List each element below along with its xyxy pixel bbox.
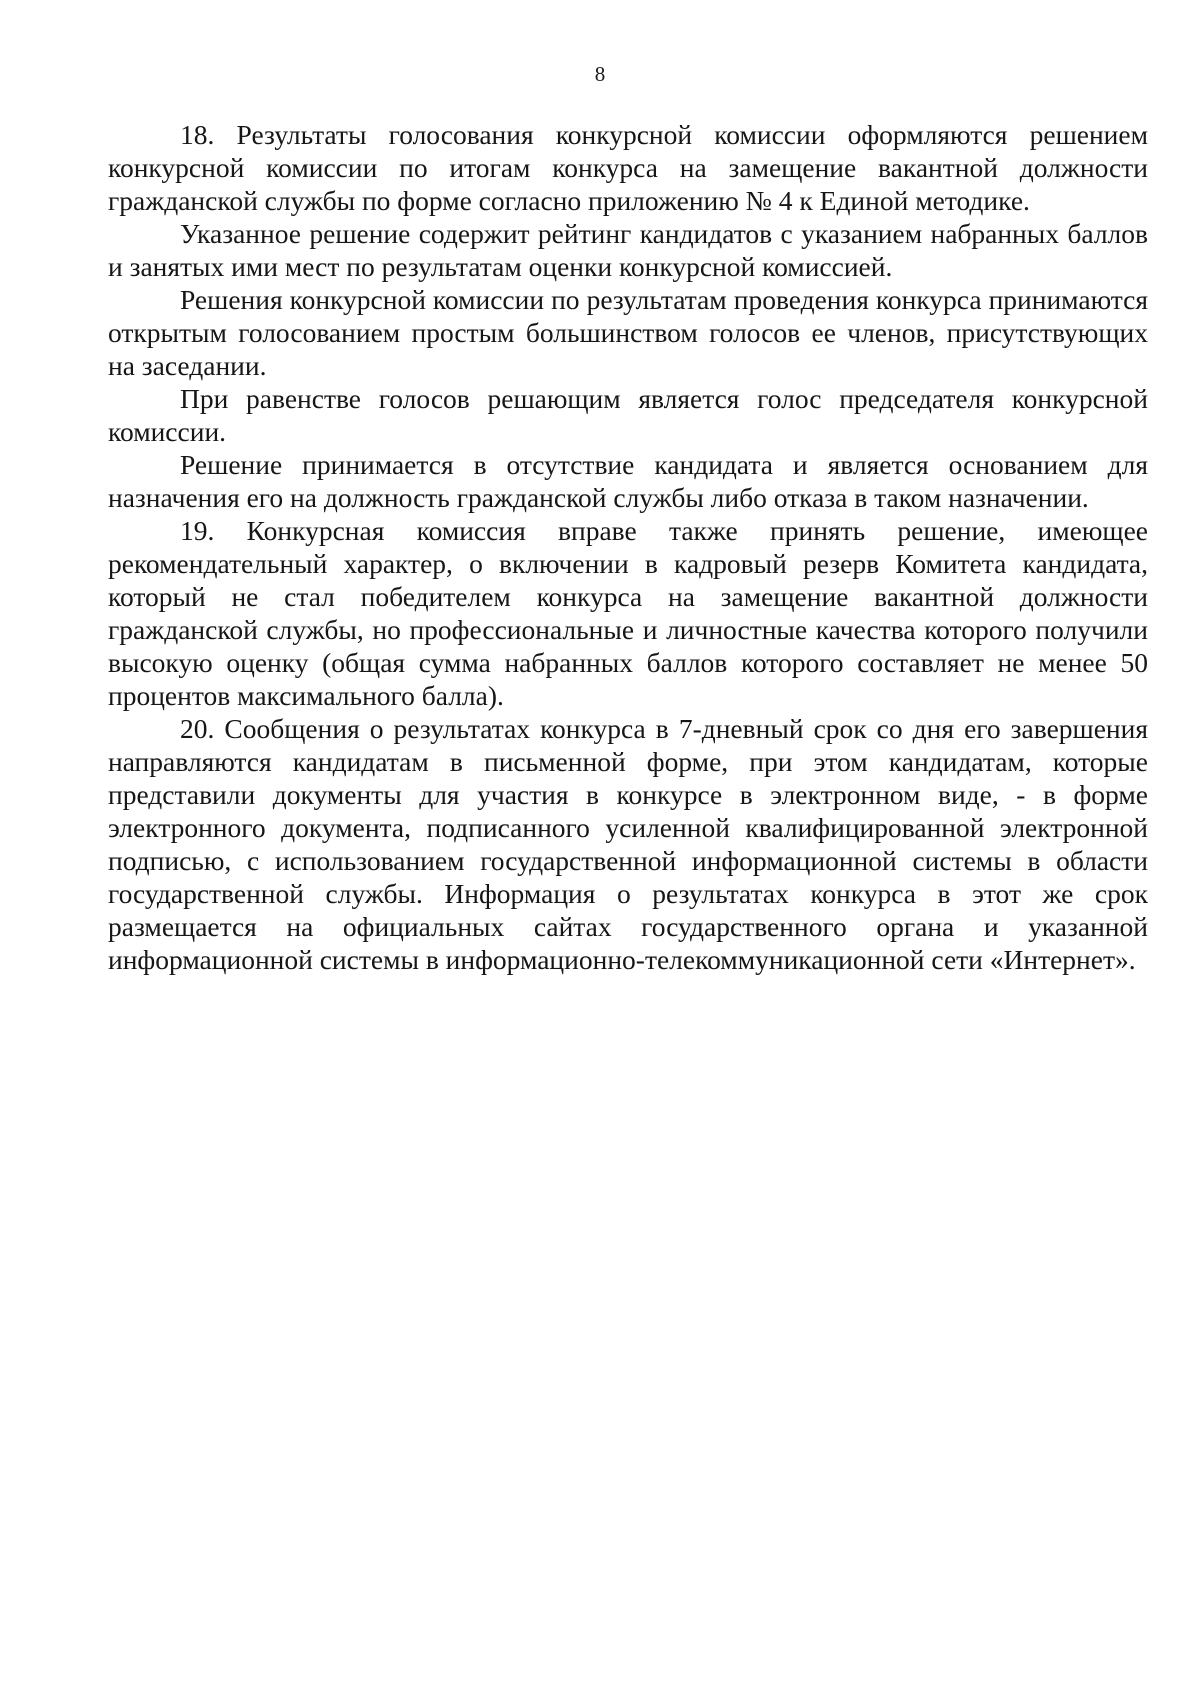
document-body [108, 118, 1148, 976]
paragraph-tie-vote: При равенстве голосов решающим является голос председателя конкурсной комиссии. [108, 383, 1148, 447]
paragraph-19: 19. Конкурсная комиссия вправе также принять решение, имеющее рекомендательный характер, о включении в кадровый резерв Комитета кандидата, который не стал победителем конкурса на замещение вакантной должности гражданской службы, но профессиональные и личностные качества которого получили высокую оценку (общая сумма набранных баллов которого составляет не менее 50 процентов максимального балла). [108, 515, 1148, 711]
page-number: 8 [594, 62, 606, 86]
paragraph-20: 20. Сообщения о результатах конкурса в 7-дневный срок со дня его завершения направляются кандидатам в письменной форме, при этом кандидатам, которые представили документы для участия в конкурсе в электронном виде, - в форме электронного документа, подписанного усиленной квалифицированной электронной подписью, с использованием государственной информационной системы в области государственной службы. Информация о результатах конкурса в этот же срок размещается на официальных сайтах государственного органа и указанной информационной системы в информационно-телекоммуникационной сети «Интернет». [108, 713, 1148, 975]
paragraph-rating: Указанное решение содержит рейтинг кандидатов с указанием набранных баллов и занятых ими мест по результатам оценки конкурсной комиссией. [108, 218, 1148, 282]
paragraph-decision-basis: Решение принимается в отсутствие кандидата и является основанием для назначения его на должность гражданской службы либо отказа в таком назначении. [108, 449, 1148, 513]
paragraph-voting: Решения конкурсной комиссии по результатам проведения конкурса принимаются открытым голосованием простым большинством голосов ее членов, присутствующих на заседании. [108, 284, 1148, 381]
paragraph-18: 18. Результаты голосования конкурсной комиссии оформляются решением конкурсной комиссии по итогам конкурса на замещение вакантной должности гражданской службы по форме согласно приложению № 4 к Единой методике. [108, 119, 1148, 216]
